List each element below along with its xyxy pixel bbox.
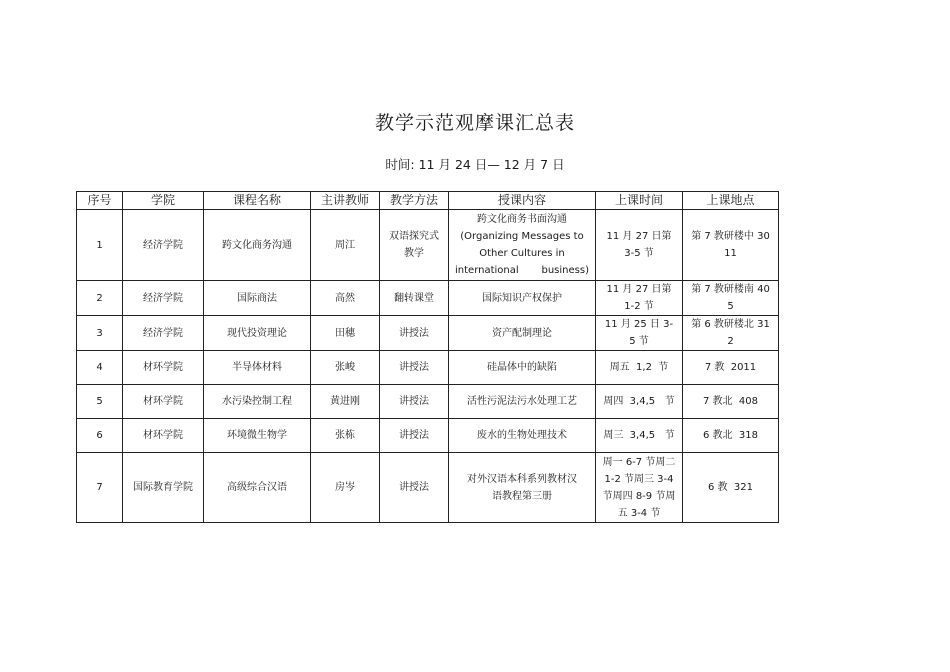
table-row	[77, 385, 779, 419]
table-row	[77, 316, 779, 351]
cell-teacher: 房岑	[311, 453, 380, 523]
table-row	[77, 453, 779, 523]
cell-location: 7 教 2011	[683, 351, 779, 385]
cell-no: 7	[77, 453, 123, 523]
cell-location: 第 6 教研楼北 312	[683, 316, 779, 351]
cell-no: 2	[77, 281, 123, 316]
page-title: 教学示范观摩课汇总表	[374, 112, 575, 134]
cell-method: 讲授法	[380, 316, 449, 351]
table-row	[77, 210, 779, 281]
cell-college: 材环学院	[123, 385, 204, 419]
cell-course: 现代投资理论	[204, 316, 311, 351]
header-no: 序号	[77, 192, 123, 210]
cell-course: 半导体材料	[204, 351, 311, 385]
cell-time: 11 月 27 日第 1-2 节	[596, 281, 683, 316]
cell-college: 经济学院	[123, 281, 204, 316]
content-en-word-business: business)	[541, 265, 589, 276]
cell-method: 双语探究式教学	[380, 210, 449, 281]
cell-course: 国际商法	[204, 281, 311, 316]
cell-time: 11 月 27 日第 3-5 节	[596, 210, 683, 281]
content-en-line2: Other Cultures in	[479, 248, 565, 259]
cell-time: 周四 3,4,5 节	[596, 385, 683, 419]
cell-location: 第 7 教研楼南 405	[683, 281, 779, 316]
cell-no: 6	[77, 419, 123, 453]
date-range: 时间: 11 月 24 日— 12 月 7 日	[385, 157, 565, 172]
cell-college: 经济学院	[123, 210, 204, 281]
cell-teacher: 田穗	[311, 316, 380, 351]
table-row	[77, 281, 779, 316]
cell-college: 国际教育学院	[123, 453, 204, 523]
cell-teacher: 高然	[311, 281, 380, 316]
cell-course: 高级综合汉语	[204, 453, 311, 523]
cell-location: 6 教北 318	[683, 419, 779, 453]
cell-teacher: 周江	[311, 210, 380, 281]
header-teacher: 主讲教师	[311, 192, 380, 210]
summary-table	[76, 191, 779, 523]
cell-content	[449, 210, 596, 281]
cell-no: 3	[77, 316, 123, 351]
cell-location: 第 7 教研楼中 3011	[683, 210, 779, 281]
cell-no: 1	[77, 210, 123, 281]
cell-no: 5	[77, 385, 123, 419]
cell-teacher: 黄进刚	[311, 385, 380, 419]
content-en-word-international: international	[455, 265, 519, 276]
cell-course: 跨文化商务沟通	[204, 210, 311, 281]
table-row	[77, 351, 779, 385]
cell-method: 讲授法	[380, 351, 449, 385]
header-method: 教学方法	[380, 192, 449, 210]
header-course: 课程名称	[204, 192, 311, 210]
cell-time: 周三 3,4,5 节	[596, 419, 683, 453]
cell-content: 对外汉语本科系列教材汉语教程第三册	[449, 453, 596, 523]
cell-college: 材环学院	[123, 419, 204, 453]
cell-time: 11 月 25 日 3-5 节	[596, 316, 683, 351]
content-en-line3	[451, 262, 593, 279]
cell-time: 周五 1,2 节	[596, 351, 683, 385]
content-cn: 跨文化商务书面沟通	[477, 214, 567, 225]
cell-method: 讲授法	[380, 453, 449, 523]
cell-content: 活性污泥法污水处理工艺	[449, 385, 596, 419]
table-header-row	[77, 192, 779, 210]
cell-time: 周一 6-7 节周二 1-2 节周三 3-4 节周四 8-9 节周五 3-4 节	[596, 453, 683, 523]
cell-college: 经济学院	[123, 316, 204, 351]
table-row	[77, 419, 779, 453]
cell-college: 材环学院	[123, 351, 204, 385]
content-en-line1: (Organizing Messages to	[460, 231, 584, 242]
cell-teacher: 张峻	[311, 351, 380, 385]
cell-location: 6 教 321	[683, 453, 779, 523]
cell-method: 讲授法	[380, 419, 449, 453]
header-location: 上课地点	[683, 192, 779, 210]
cell-content: 废水的生物处理技术	[449, 419, 596, 453]
cell-course: 环境微生物学	[204, 419, 311, 453]
cell-teacher: 张栋	[311, 419, 380, 453]
header-college: 学院	[123, 192, 204, 210]
header-time: 上课时间	[596, 192, 683, 210]
cell-method: 讲授法	[380, 385, 449, 419]
cell-content: 硅晶体中的缺陷	[449, 351, 596, 385]
cell-method: 翻转课堂	[380, 281, 449, 316]
cell-content: 国际知识产权保护	[449, 281, 596, 316]
header-content: 授课内容	[449, 192, 596, 210]
cell-location: 7 教北 408	[683, 385, 779, 419]
cell-content: 资产配制理论	[449, 316, 596, 351]
cell-course: 水污染控制工程	[204, 385, 311, 419]
cell-no: 4	[77, 351, 123, 385]
